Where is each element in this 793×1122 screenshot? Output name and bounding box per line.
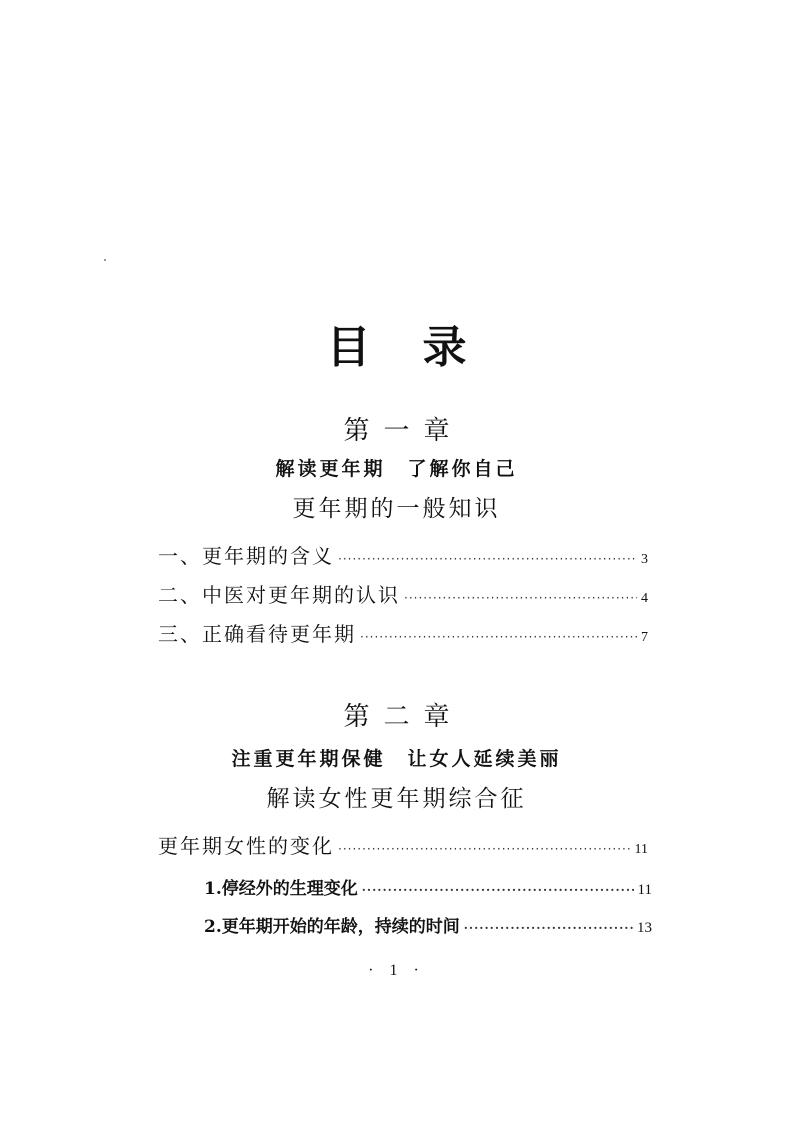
- chapter-2-section-title: 解读女性更年期综合征: [266, 786, 527, 812]
- toc-entry-label: 三、正确看待更年期: [158, 622, 356, 646]
- toc-entry-page: 4: [641, 591, 648, 606]
- page-title: 目录: [326, 322, 519, 373]
- chapter-1-slogan: 解读更年期 了解你自己: [275, 458, 518, 480]
- toc-entry[interactable]: [158, 579, 648, 608]
- toc-subentry[interactable]: [204, 912, 652, 937]
- toc-entry-page: 7: [641, 630, 648, 645]
- toc-entry[interactable]: [158, 540, 648, 569]
- toc-entry-page: 11: [637, 882, 652, 898]
- toc-entry-label: 二、中医对更年期的认识: [158, 583, 400, 607]
- toc-entry[interactable]: [158, 618, 648, 647]
- toc-entry-label: 1.停经外的生理变化: [204, 879, 358, 899]
- chapter-1-heading: 第一章: [343, 416, 464, 446]
- toc-entry[interactable]: [158, 830, 648, 859]
- page-number: · 1 ·: [368, 962, 425, 979]
- chapter-1-section-title: 更年期的一般知识: [292, 496, 501, 522]
- dot-leader: [338, 552, 637, 566]
- chapter-2-heading: 第二章: [343, 702, 464, 732]
- toc-entry-page: 13: [637, 920, 652, 936]
- dot-leader: [362, 883, 634, 897]
- chapter-2-slogan: 注重更年期保健 让女人延续美丽: [231, 748, 562, 770]
- dot-leader: [360, 630, 637, 644]
- dot-leader: [338, 842, 631, 856]
- dot-leader: [464, 921, 633, 935]
- toc-subentry[interactable]: [204, 874, 652, 899]
- scan-speck: [104, 259, 106, 261]
- toc-entry-label: 一、更年期的含义: [158, 544, 334, 568]
- toc-entry-label: 更年期女性的变化: [158, 834, 334, 858]
- toc-entry-page: 3: [641, 552, 648, 567]
- dot-leader: [404, 591, 637, 605]
- toc-entry-page: 11: [634, 842, 648, 857]
- toc-entry-label: 2.更年期开始的年龄，持续的时间: [204, 917, 460, 937]
